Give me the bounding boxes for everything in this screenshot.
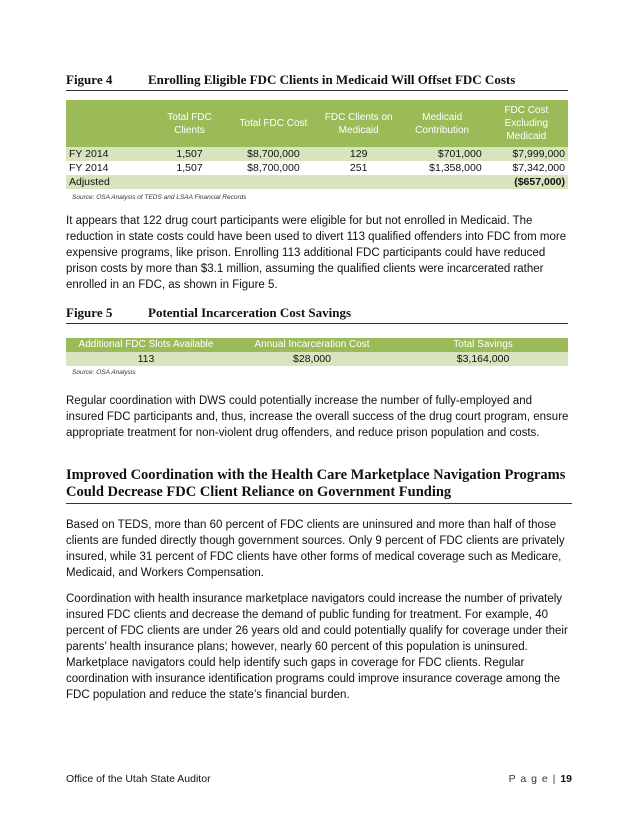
paragraph-1: It appears that 122 drug court participants were eligible for but not enrolled in Medicaid. The reduction in state costs could have been used to divert 113 qualified offenders into FDC from more expensive programs, like prison. Enrolling 113 additional FDC participants could have reduced prison costs by more than $3.1 million, assuming the qualified clients were incarcerated rather enrolled in an FDC, as shown in Figure 5.: [66, 215, 567, 291]
table-header-cell: Total Savings: [398, 338, 568, 352]
figure-5-title: Potential Incarceration Cost Savings: [148, 305, 352, 320]
adjusted-value: ($657,000): [485, 175, 568, 189]
paragraph-3: Based on TEDS, more than 60 percent of FDC clients are uninsured and more than half of those clients are funded directly though government sources. Only 9 percent of FDC clients are privately insured, while 31 percent of FDC clients have other forms of medical coverage such as Medicare, Medicaid, and Workers Compensation.: [66, 519, 565, 579]
table-header-cell: FDC Cost Excluding Medicaid: [485, 100, 568, 147]
table-header-cell: Total FDC Cost: [229, 100, 318, 147]
table-cell: $7,999,000: [485, 147, 568, 161]
figure-5-source: Source: OSA Analysis: [72, 369, 136, 376]
footer-page-word: P a g e: [508, 773, 549, 785]
table-cell: $8,700,000: [229, 147, 318, 161]
table-header-row: [66, 100, 568, 147]
table-header-cell: Additional FDC Slots Available: [66, 338, 226, 352]
paragraph-4: Coordination with health insurance marketplace navigators could increase the number of privately insured FDC clients and decrease the demand of public funding for treatment. For example, 40 percent of FDC clients are under 26 years old and could potentially qualify for coverage under their parents’ health insurance plans; however, nearly 60 percent of this population is uninsured. Marketplace navigators could help identify such gaps in coverage for FDC clients. Regular coordination with insurance identification programs could improve insurance coverage among the FDC population and reduce the state’s financial burden.: [66, 593, 568, 701]
figure-4-heading: [66, 72, 568, 91]
page-number: 19: [560, 773, 572, 785]
figure-4-number: Figure 4: [66, 72, 113, 87]
table-header-cell: Medicaid Contribution: [400, 100, 485, 147]
footer-page: [509, 773, 572, 785]
table-cell: $7,342,000: [485, 161, 568, 175]
table-cell: $701,000: [400, 147, 485, 161]
table-header-cell: Annual Incarceration Cost: [226, 338, 398, 352]
table-cell: FY 2014: [66, 147, 150, 161]
section-heading: Improved Coordination with the Health Care Marketplace Navigation Programs Could Decrease FDC Client Reliance on Government Funding: [66, 467, 572, 504]
table-header-cell: [66, 100, 150, 147]
table-cell: 1,507: [150, 147, 229, 161]
table-cell: $8,700,000: [229, 161, 318, 175]
table-cell: $28,000: [226, 352, 398, 366]
table-cell: $3,164,000: [398, 352, 568, 366]
table-cell: 1,507: [150, 161, 229, 175]
table-cell: 251: [318, 161, 400, 175]
figure-5-table: [66, 338, 568, 366]
footer-separator: |: [548, 773, 561, 785]
paragraph-2: Regular coordination with DWS could potentially increase the number of fully-employed and insured FDC participants and, thus, increase the overall success of the drug court program, ensure appropriate treatment for non-violent drug offenders, and reduce prison population and costs.: [66, 395, 569, 439]
table-cell: 113: [66, 352, 226, 366]
table-cell: $1,358,000: [400, 161, 485, 175]
table-header-cell: FDC Clients on Medicaid: [318, 100, 400, 147]
table-cell: FY 2014: [66, 161, 150, 175]
table-cell: 129: [318, 147, 400, 161]
figure-5-number: Figure 5: [66, 305, 113, 320]
figure-4-title: Enrolling Eligible FDC Clients in Medicaid Will Offset FDC Costs: [148, 72, 516, 87]
table-row: [66, 161, 568, 175]
footer-office: Office of the Utah State Auditor: [66, 773, 211, 785]
adjusted-label: Adjusted: [66, 175, 485, 189]
table-header-row: [66, 338, 568, 352]
table-row: [66, 352, 568, 366]
table-row-adjusted: [66, 175, 568, 189]
figure-4-source: Source: OSA Analysis of TEDS and LSAA Financial Records: [72, 194, 247, 201]
table-header-cell: Total FDC Clients: [150, 100, 229, 147]
table-row: [66, 147, 568, 161]
figure-5-heading: [66, 305, 568, 324]
figure-4-table: [66, 100, 568, 189]
